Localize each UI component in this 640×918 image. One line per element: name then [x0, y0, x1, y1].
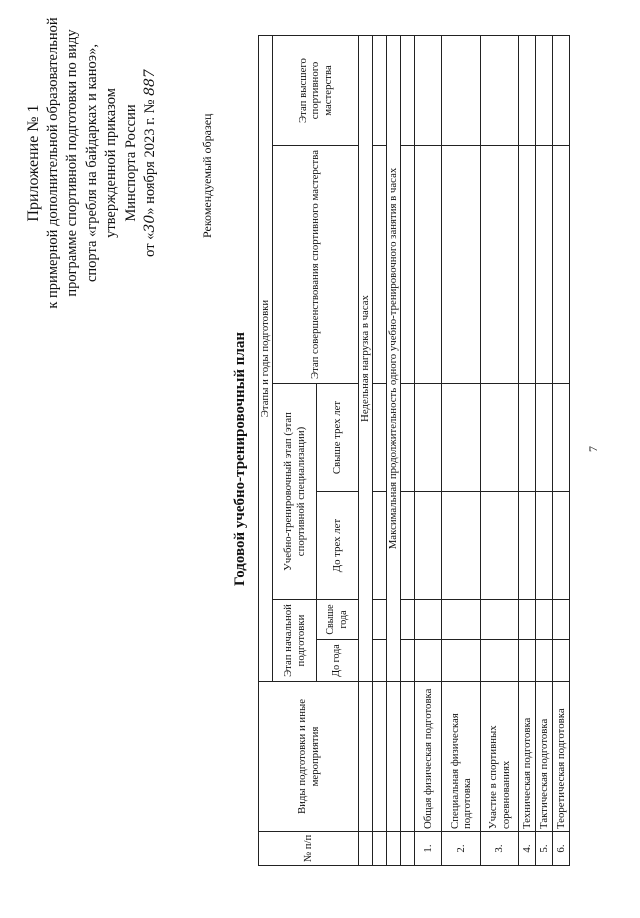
value-cell	[401, 492, 415, 600]
value-cell	[401, 36, 415, 146]
value-cell	[401, 146, 415, 384]
table-row	[553, 36, 570, 866]
appendix-line-1: Приложение № 1	[25, 104, 42, 222]
weekly-load-values-row	[373, 36, 387, 866]
page-title: Годовой учебно-тренировочный план	[232, 332, 248, 586]
value-cell	[373, 492, 387, 600]
stage-improvement-header: Этап совершенствования спортивного мастерства	[273, 146, 359, 384]
empty-cell	[373, 682, 387, 832]
stages-header: Этапы и годы подготовки	[259, 36, 273, 682]
appendix-line-3: программе спортивной подготовки по виду	[64, 29, 80, 297]
training-plan-table	[258, 35, 570, 866]
max-duration-row	[387, 36, 401, 866]
stage-training-header: Учебно-тренировочный этап (этап спортивной специализации)	[273, 384, 317, 600]
value-cell	[373, 146, 387, 384]
row-label: Тактическая подготовка	[536, 682, 553, 832]
row-label: Участие в спортивных соревнованиях	[481, 682, 519, 832]
row-num: 3.	[481, 832, 519, 866]
empty-cell	[359, 682, 373, 832]
table-row	[519, 36, 536, 866]
row-label: Специальная физическая подготовка	[442, 682, 481, 832]
date-mid: » ноября 2023 г. №	[142, 95, 158, 215]
col-types-header: Виды подготовки и иные мероприятия	[259, 682, 359, 832]
appendix-line-2: к примерной дополнительной образовательной	[44, 17, 61, 309]
sub-over-year: Свыше года	[317, 600, 359, 640]
stage-initial-header: Этап начальной подготовки	[273, 600, 317, 682]
empty-cell	[401, 832, 415, 866]
sub-over-three: Свыше трех лет	[317, 384, 359, 492]
value-cell	[373, 640, 387, 682]
empty-cell	[359, 832, 373, 866]
table-row	[536, 36, 553, 866]
sub-upto-year: До года	[317, 640, 359, 682]
recommended-sample: Рекомендуемый образец	[200, 113, 214, 238]
weekly-load-row	[359, 36, 373, 866]
row-num: 5.	[536, 832, 553, 866]
empty-cell	[387, 682, 401, 832]
header-row-stages	[259, 36, 273, 866]
empty-cell	[387, 832, 401, 866]
value-cell	[373, 384, 387, 492]
appendix-line-4: спорта «гребля на байдарках и каноэ»,	[83, 43, 100, 283]
row-num: 6.	[553, 832, 570, 866]
page-number: 7	[586, 446, 600, 452]
row-num: 1.	[415, 832, 442, 866]
value-cell	[401, 384, 415, 492]
max-duration-values-row	[401, 36, 415, 866]
row-label: Техническая подготовка	[519, 682, 536, 832]
date-day-handwritten: 30	[142, 214, 158, 233]
stage-higher-header: Этап высшего спортивного мастерства	[273, 36, 359, 146]
weekly-load-label: Недельная нагрузка в часах	[359, 36, 373, 682]
row-num: 2.	[442, 832, 481, 866]
appendix-header	[24, 13, 161, 313]
value-cell	[401, 640, 415, 682]
date-prefix: от «	[142, 232, 158, 257]
col-num-header: № п/п	[259, 832, 359, 866]
appendix-line-6: Минспорта России	[122, 104, 139, 222]
empty-cell	[401, 682, 415, 832]
sub-upto-three: До трех лет	[317, 492, 359, 600]
value-cell	[373, 36, 387, 146]
empty-cell	[373, 832, 387, 866]
max-duration-label: Максимальная продолжительность одного учебно-тренировочного занятия в часах	[387, 36, 401, 682]
row-label: Общая физическая подготовка	[415, 682, 442, 832]
value-cell	[401, 600, 415, 640]
table-row	[415, 36, 442, 866]
value-cell	[373, 600, 387, 640]
row-label: Теоретическая подготовка	[553, 682, 570, 832]
table-row	[481, 36, 519, 866]
appendix-date-line	[141, 13, 161, 313]
appendix-line-5: утвержденной приказом	[103, 88, 119, 238]
row-num: 4.	[519, 832, 536, 866]
table-row	[442, 36, 481, 866]
order-number-handwritten: 887	[142, 69, 158, 96]
